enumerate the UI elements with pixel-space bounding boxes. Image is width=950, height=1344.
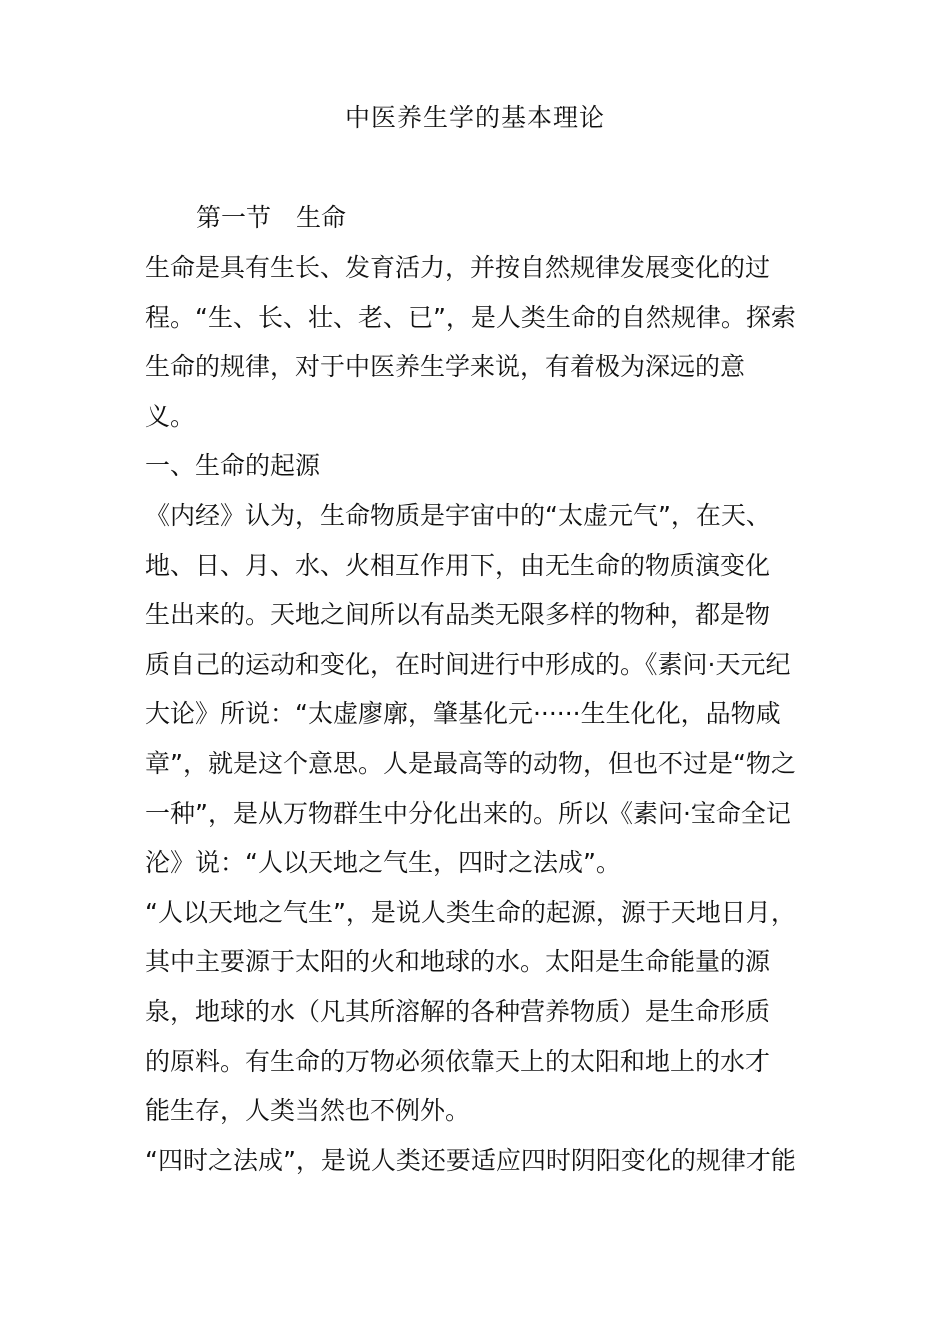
text-line: 一种”，是从万物群生中分化出来的。所以《素问·宝命全记 xyxy=(145,798,791,828)
subsection-heading: 一、生命的起源 xyxy=(145,451,321,481)
text-line: “人以天地之气生”，是说人类生命的起源，源于天地日月， xyxy=(145,897,796,927)
text-line: 其中主要源于太阳的火和地球的水。太阳是生命能量的源 xyxy=(145,947,771,977)
text-line: “四时之法成”，是说人类还要适应四时阴阳变化的规律才能 xyxy=(145,1145,796,1175)
text-line: 《内经》认为，生命物质是宇宙中的“太虚元气”，在天、 xyxy=(145,500,771,530)
text-line: 大论》所说：“太虚廖廓，肇基化元······生生化化，品物咸 xyxy=(145,699,781,729)
document-body xyxy=(145,250,810,1192)
text-line: 章”，就是这个意思。人是最高等的动物，但也不过是“物之 xyxy=(145,748,796,778)
text-line: 的原料。有生命的万物必须依靠天上的太阳和地上的水才 xyxy=(145,1046,771,1076)
text-line: 沦》说：“人以天地之气生，四时之法成”。 xyxy=(145,848,621,878)
text-line: 生出来的。天地之间所以有品类无限多样的物种，都是物 xyxy=(145,600,771,630)
document-title: 中医养生学的基本理论 xyxy=(344,103,605,132)
text-line: 生命是具有生长、发育活力，并按自然规律发展变化的过 xyxy=(145,253,771,282)
text-line: 质自己的运动和变化，在时间进行中形成的。《素问·天元纪 xyxy=(145,649,791,679)
text-line: 生命的规律，对于中医养生学来说，有着极为深远的意 xyxy=(145,352,746,382)
text-line: 能生存，人类当然也不例外。 xyxy=(145,1096,471,1126)
text-line: 程。“生、长、壮、老、已”，是人类生命的自然规律。探索 xyxy=(145,302,796,332)
text-line: 地、日、月、水、火相互作用下，由无生命的物质演变化 xyxy=(145,550,771,580)
text-line: 泉，地球的水（凡其所溶解的各种营养物质）是生命形质 xyxy=(145,996,771,1026)
text-line: 义。 xyxy=(145,401,196,431)
section-heading: 第一节 生命 xyxy=(196,203,347,232)
